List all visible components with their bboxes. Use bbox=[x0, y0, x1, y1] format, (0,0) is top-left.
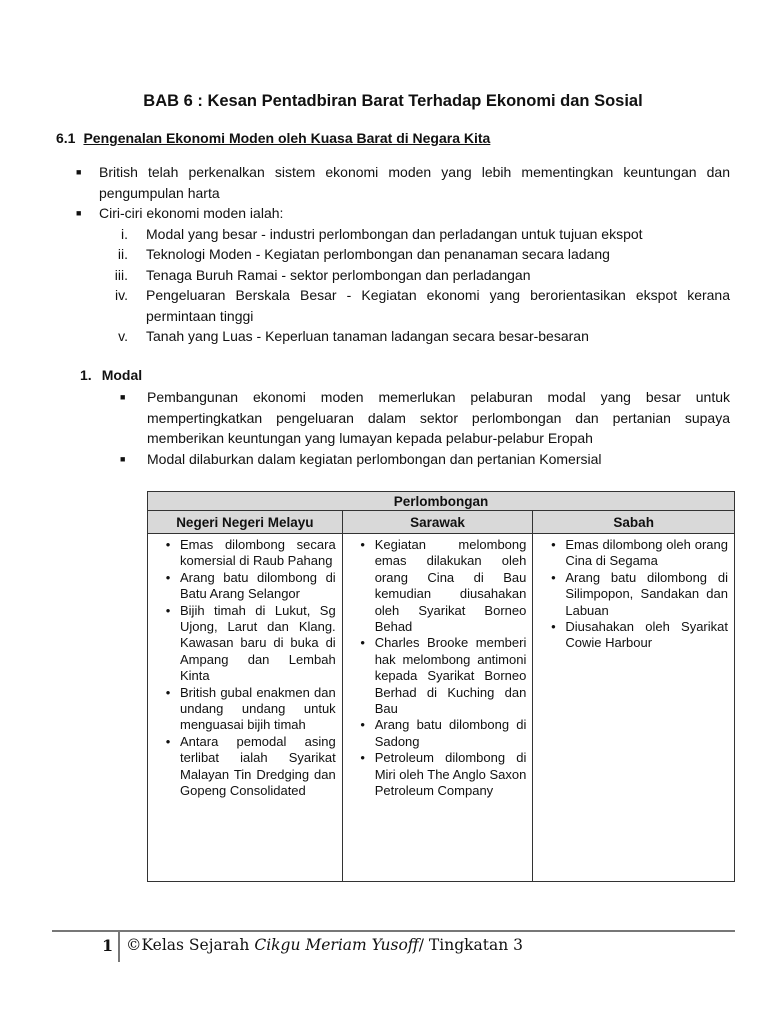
intro-list bbox=[76, 162, 730, 347]
cell-text: Antara pemodal asing terlibat ialah Syarikat Malayan Tin Dredging dan Gopeng Consolidated bbox=[180, 733, 336, 799]
bullet-icon: ■ bbox=[120, 453, 126, 464]
cell-text: Petroleum dilombong di Miri oleh The Anglo Saxon Petroleum Company bbox=[374, 750, 527, 799]
bullet-icon: • bbox=[360, 750, 365, 766]
list-item bbox=[351, 635, 527, 717]
bullet-icon: • bbox=[165, 569, 171, 585]
list-item bbox=[156, 685, 336, 734]
cell-text: Arang batu dilombong di Batu Arang Selangor bbox=[180, 569, 336, 602]
bullet-icon: • bbox=[360, 537, 365, 552]
bullet-icon: • bbox=[551, 537, 556, 552]
section-number: 6.1 bbox=[56, 130, 76, 146]
modal-bullet-2: Modal dilaburkan dalam kegiatan perlombongan dan pertanian Komersial bbox=[147, 450, 602, 467]
bullet-icon: • bbox=[360, 717, 365, 733]
roman-item bbox=[76, 285, 730, 326]
list-item bbox=[351, 717, 527, 750]
modal-list bbox=[120, 387, 730, 469]
list-item bbox=[156, 603, 336, 685]
bullet-icon: • bbox=[165, 537, 171, 552]
table-header-sarawak: Sarawak bbox=[342, 511, 533, 534]
modal-bullet-1: Pembangunan ekonomi moden memerlukan pelaburan modal yang besar untuk mempertingkatkan pengeluaran dalam sektor perlombongan dan pertanian supaya memberikan keuntungan yang lumayan kepada pelabur-pelabur Eropah bbox=[147, 389, 730, 446]
perlombongan-table bbox=[147, 491, 735, 882]
footer-vertical-divider bbox=[118, 932, 120, 962]
list-item bbox=[120, 387, 730, 449]
bullet-icon: • bbox=[165, 733, 171, 749]
footer-credit bbox=[126, 936, 523, 954]
list-item bbox=[541, 537, 728, 570]
list-item bbox=[351, 750, 527, 799]
modal-heading bbox=[80, 367, 142, 383]
page-number: 1 bbox=[102, 936, 114, 955]
cell-text: Kegiatan melombong emas dilakukan oleh orang Cina di Bau kemudian diusahakan oleh Syarikat Borneo Behad bbox=[374, 537, 527, 635]
footer-author: Cikgu Meriam Yusoff bbox=[254, 936, 419, 954]
footer-prefix: ©Kelas Sejarah bbox=[126, 936, 255, 954]
footer-suffix: / Tingkatan 3 bbox=[418, 936, 524, 954]
roman-number: iv. bbox=[115, 287, 128, 303]
list-item bbox=[76, 203, 730, 224]
table-cell-sarawak bbox=[342, 534, 533, 882]
list-item bbox=[541, 570, 728, 619]
roman-number: iii. bbox=[114, 266, 128, 283]
list-item bbox=[541, 619, 728, 652]
roman-text: Pengeluaran Berskala Besar - Kegiatan ekonomi yang berorientasikan ekspot kerana permintaan tinggi bbox=[146, 287, 730, 324]
bullet-icon: • bbox=[551, 569, 556, 585]
cell-text: Charles Brooke memberi hak melombong antimoni kepada Syarikat Borneo Berhad di Kuching dan Bau bbox=[374, 635, 527, 717]
bullet-icon: • bbox=[360, 635, 365, 651]
list-item bbox=[76, 162, 730, 203]
table-title: Perlombongan bbox=[148, 492, 735, 511]
cell-text: Bijih timah di Lukut, Sg Ujong, Larut dan Klang. Kawasan baru di buka di Ampang dan Lembah Kinta bbox=[180, 602, 336, 684]
section-heading bbox=[56, 130, 490, 146]
list-item bbox=[156, 734, 336, 800]
modal-number: 1. bbox=[80, 367, 92, 383]
roman-item bbox=[76, 326, 730, 347]
bullet-icon: • bbox=[165, 684, 171, 700]
bullet-icon: ■ bbox=[120, 392, 126, 402]
bullet-icon: ■ bbox=[76, 208, 82, 218]
footer-divider bbox=[52, 930, 735, 932]
list-item bbox=[156, 570, 336, 603]
cell-text: British gubal enakmen dan undang undang untuk menguasai bijih timah bbox=[180, 684, 336, 733]
table-cell-negeri-melayu bbox=[148, 534, 343, 882]
roman-number: v. bbox=[118, 328, 128, 344]
bullet-icon: • bbox=[551, 619, 556, 635]
roman-item bbox=[76, 224, 730, 245]
intro-bullet-1: British telah perkenalkan sistem ekonomi moden yang lebih mementingkan keuntungan dan pengumpulan harta bbox=[99, 164, 730, 201]
roman-number: ii. bbox=[117, 246, 128, 262]
cell-text: Arang batu dilombong di Sadong bbox=[374, 717, 527, 749]
cell-text: Diusahakan oleh Syarikat Cowie Harbour bbox=[565, 619, 728, 651]
list-item bbox=[120, 449, 730, 470]
roman-item bbox=[76, 265, 730, 286]
list-item bbox=[351, 537, 527, 635]
modal-title: Modal bbox=[101, 367, 143, 383]
intro-bullet-2: Ciri-ciri ekonomi moden ialah: bbox=[99, 205, 284, 221]
cell-text: Emas dilombong secara komersial di Raub Pahang bbox=[180, 537, 336, 569]
table-header-sabah: Sabah bbox=[533, 511, 735, 534]
roman-number: i. bbox=[121, 225, 128, 242]
cell-text: Emas dilombong oleh orang Cina di Segama bbox=[565, 537, 728, 569]
roman-item bbox=[76, 244, 730, 265]
roman-text: Teknologi Moden - Kegiatan perlombongan dan penanaman secara ladang bbox=[146, 246, 610, 262]
section-title: Pengenalan Ekonomi Moden oleh Kuasa Barat di Negara Kita bbox=[83, 130, 491, 146]
roman-text: Modal yang besar - industri perlombongan dan perladangan untuk tujuan ekspot bbox=[146, 225, 643, 242]
roman-text: Tanah yang Luas - Keperluan tanaman ladangan secara besar-besaran bbox=[146, 328, 589, 344]
table-cell-sabah bbox=[533, 534, 735, 882]
chapter-title: BAB 6 : Kesan Pentadbiran Barat Terhadap Ekonomi dan Sosial bbox=[143, 92, 643, 110]
cell-text: Arang batu dilombong di Silimpopon, Sandakan dan Labuan bbox=[565, 569, 728, 618]
list-item bbox=[156, 537, 336, 570]
bullet-icon: ■ bbox=[76, 167, 82, 177]
roman-text: Tenaga Buruh Ramai - sektor perlombongan dan perladangan bbox=[146, 266, 531, 283]
bullet-icon: • bbox=[165, 602, 171, 618]
table-header-negeri-melayu: Negeri Negeri Melayu bbox=[148, 511, 343, 534]
